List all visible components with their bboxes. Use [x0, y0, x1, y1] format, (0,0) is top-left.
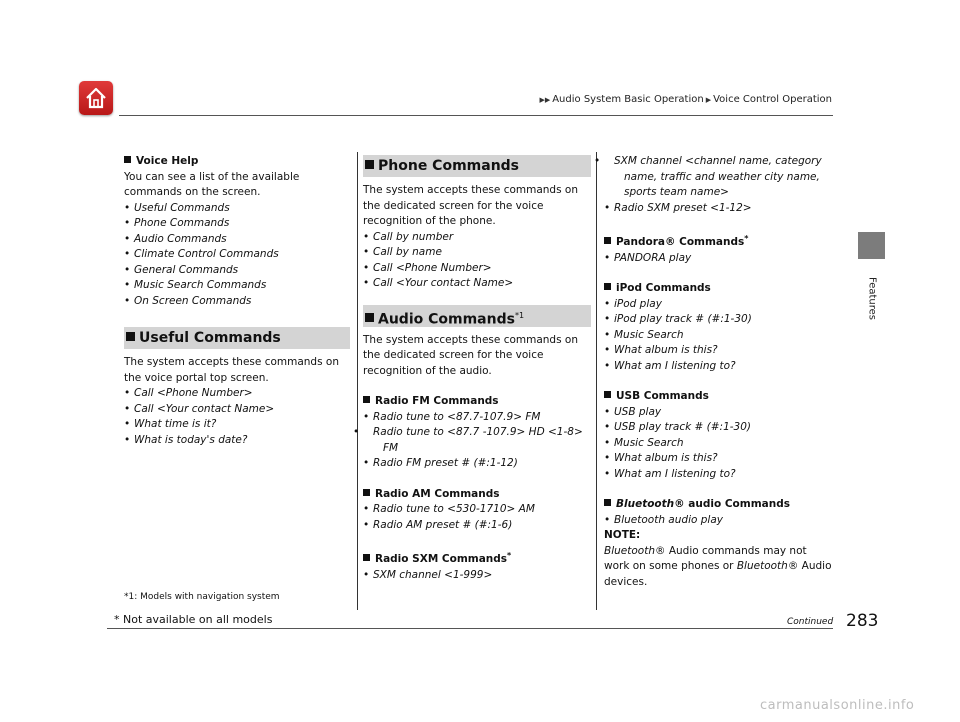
- breadcrumb: [537, 94, 832, 105]
- square-bullet-icon: [126, 332, 135, 341]
- list-item: • Climate Control Commands: [124, 247, 350, 263]
- usb-list: [604, 405, 834, 483]
- list-item: • iPod play: [604, 297, 834, 313]
- list-item: • USB play track # (#:1-30): [604, 420, 834, 436]
- usb-heading: USB Commands: [604, 389, 834, 405]
- bluetooth-heading: Bluetooth® audio Commands: [604, 497, 834, 513]
- list-item: • Radio SXM preset <1-12>: [604, 201, 834, 217]
- list-item: • Call <Your contact Name>: [363, 276, 591, 292]
- am-list: [363, 502, 591, 533]
- section-heading-phone: Phone Commands: [363, 155, 591, 177]
- voice-help-list: [124, 201, 350, 310]
- list-item: • What am I listening to?: [604, 467, 834, 483]
- breadcrumb-arrow-icon: ▶▶: [539, 96, 551, 104]
- section-tab[interactable]: [858, 232, 885, 259]
- header-divider: [119, 115, 833, 116]
- list-item: • PANDORA play: [604, 251, 834, 267]
- useful-text: The system accepts these commands on the voice portal top screen.: [124, 356, 339, 384]
- footnote: *1: Models with navigation system: [124, 592, 280, 602]
- list-item: • Call <Your contact Name>: [124, 402, 350, 418]
- list-item: • iPod play track # (#:1-30): [604, 312, 834, 328]
- ipod-heading: iPod Commands: [604, 281, 834, 297]
- list-item: • Radio tune to <530-1710> AM: [363, 502, 591, 518]
- list-item: • What is today's date?: [124, 433, 350, 449]
- note-text: Bluetooth® Audio commands may not work on some phones or Bluetooth® Audio devices.: [604, 544, 832, 588]
- phone-list: [363, 230, 591, 292]
- asterisk-mark: *: [744, 234, 749, 243]
- list-item: • Bluetooth audio play: [604, 513, 834, 529]
- sxm-heading: Radio SXM Commands*: [363, 548, 591, 568]
- ipod-list: [604, 297, 834, 375]
- asterisk-mark: *: [507, 551, 512, 560]
- sxm-list: [363, 568, 591, 584]
- square-bullet-icon: [365, 313, 374, 322]
- square-bullet-icon: [604, 391, 611, 398]
- fm-list: [363, 410, 591, 472]
- section-heading-audio: Audio Commands$^{*1}$: [363, 305, 591, 327]
- list-item: • SXM channel <channel name, category name, traffic and weather city name, sports team name>: [604, 154, 834, 201]
- home-icon: [84, 86, 108, 110]
- column-3: [604, 154, 834, 590]
- sxm-list-continued: [604, 154, 834, 216]
- fm-heading: Radio FM Commands: [363, 394, 591, 410]
- list-item: • Call by number: [363, 230, 591, 246]
- list-item: • On Screen Commands: [124, 294, 350, 310]
- list-item: • What am I listening to?: [604, 359, 834, 375]
- am-heading: Radio AM Commands: [363, 487, 591, 503]
- list-item: • General Commands: [124, 263, 350, 279]
- breadcrumb-item[interactable]: Voice Control Operation: [713, 94, 832, 105]
- list-item: • Music Search: [604, 436, 834, 452]
- home-button[interactable]: [79, 81, 113, 115]
- note-label: NOTE:: [604, 529, 641, 541]
- pandora-heading: Pandora® Commands*: [604, 231, 834, 251]
- audio-text: The system accepts these commands on the dedicated screen for the voice recognition of the audio.: [363, 333, 578, 377]
- square-bullet-icon: [365, 160, 374, 169]
- list-item: • Radio FM preset # (#:1-12): [363, 456, 591, 472]
- useful-list: [124, 386, 350, 448]
- square-bullet-icon: [604, 237, 611, 244]
- list-item: • Call <Phone Number>: [363, 261, 591, 277]
- list-item: • Radio tune to <87.7-107.9> FM: [363, 410, 591, 426]
- list-item: • Radio AM preset # (#:1-6): [363, 518, 591, 534]
- column-1: [124, 154, 350, 448]
- list-item: • Phone Commands: [124, 216, 350, 232]
- availability-note: * Not available on all models: [114, 613, 273, 626]
- list-item: • What time is it?: [124, 417, 350, 433]
- list-item: • Useful Commands: [124, 201, 350, 217]
- section-heading-useful: Useful Commands: [124, 327, 350, 349]
- square-bullet-icon: [363, 396, 370, 403]
- page-number: 283: [846, 611, 879, 631]
- continued-label: Continued: [787, 617, 834, 627]
- square-bullet-icon: [363, 554, 370, 561]
- square-bullet-icon: [363, 489, 370, 496]
- side-section-label: Features: [866, 277, 878, 320]
- column-divider: [596, 152, 597, 610]
- column-divider: [357, 152, 358, 610]
- column-2: [363, 155, 591, 583]
- list-item: • What album is this?: [604, 343, 834, 359]
- list-item: • Music Search Commands: [124, 278, 350, 294]
- list-item: • Call <Phone Number>: [124, 386, 350, 402]
- phone-text: The system accepts these commands on the dedicated screen for the voice recognition of the phone.: [363, 184, 578, 227]
- square-bullet-icon: [124, 156, 131, 163]
- watermark: carmanualsonline.info: [760, 698, 915, 713]
- list-item: • What album is this?: [604, 451, 834, 467]
- list-item: • Audio Commands: [124, 232, 350, 248]
- bluetooth-list: [604, 513, 834, 529]
- pandora-list: [604, 251, 834, 267]
- list-item: • Radio tune to <87.7 -107.9> HD <1-8> FM: [363, 425, 591, 456]
- list-item: • Music Search: [604, 328, 834, 344]
- list-item: • SXM channel <1-999>: [363, 568, 591, 584]
- breadcrumb-arrow-icon: ▶: [705, 96, 712, 104]
- list-item: • Call by name: [363, 245, 591, 261]
- voice-help-text: You can see a list of the available commands on the screen.: [124, 170, 300, 198]
- list-item: • USB play: [604, 405, 834, 421]
- square-bullet-icon: [604, 499, 611, 506]
- breadcrumb-item[interactable]: Audio System Basic Operation: [552, 94, 704, 105]
- square-bullet-icon: [604, 283, 611, 290]
- footer-divider: [107, 628, 833, 629]
- voice-help-heading: Voice Help: [124, 154, 350, 170]
